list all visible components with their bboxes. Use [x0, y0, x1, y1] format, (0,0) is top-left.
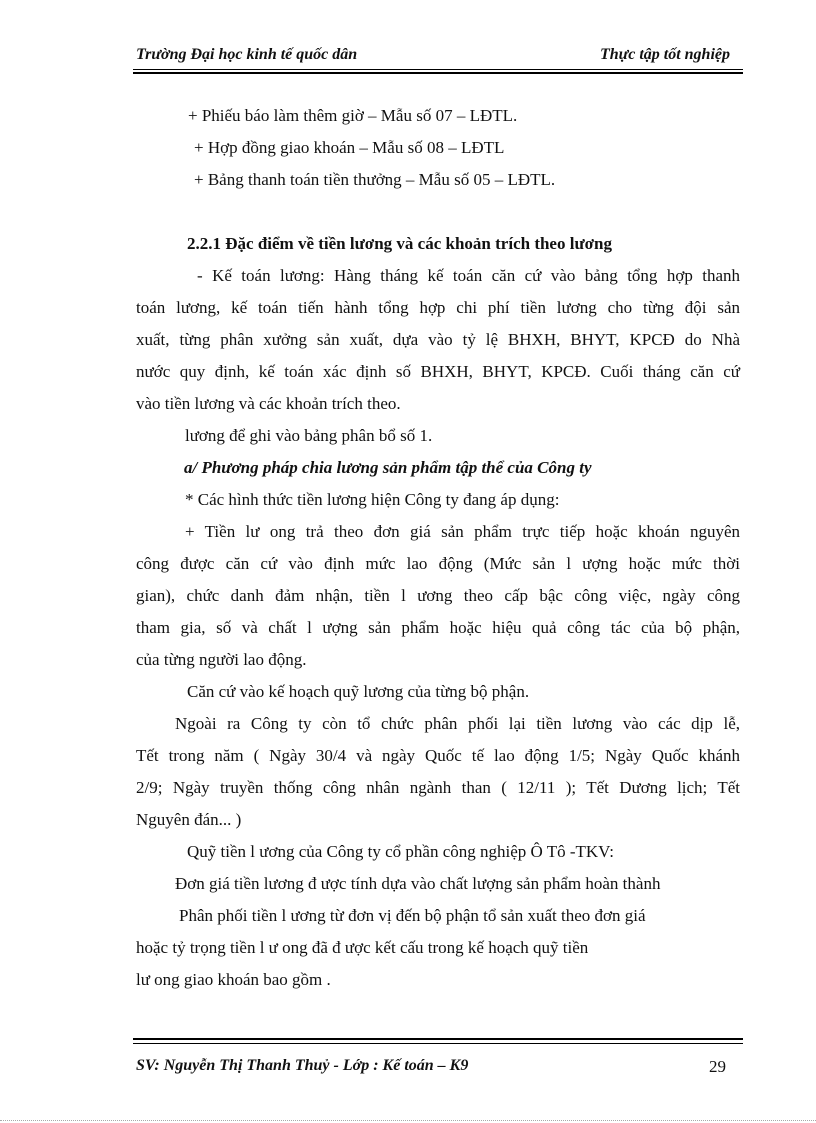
paragraph-line: Nguyên đán... ) — [136, 810, 242, 829]
paragraph-line: - Kế toán lương: Hàng tháng kế toán căn cứ vào bảng tổng hợp thanh — [197, 266, 740, 285]
header-title: Thực tập tốt nghiệp — [599, 46, 730, 63]
paragraph-line: + Tiền lư ong trả theo đơn giá sản phẩm trực tiếp hoặc khoán nguyên — [185, 522, 740, 541]
paragraph-line: Phân phối tiền l ương từ đơn vị đến bộ phận tổ sản xuất theo đơn giá — [179, 906, 646, 925]
paragraph-line: Căn cứ vào kế hoạch quỹ lương của từng bộ phận. — [187, 682, 530, 701]
page-edge-divider — [0, 1120, 816, 1121]
header-rule — [133, 69, 743, 70]
paragraph-line: công được căn cứ vào định mức lao động (Mức sản l ượng hoặc mức thời — [136, 554, 740, 573]
page-number: 29 — [709, 1057, 726, 1076]
paragraph-line: Quỹ tiền l ương của Công ty cổ phần công nghiệp Ô Tô -TKV: — [187, 842, 614, 861]
paragraph-line: * Các hình thức tiền lương hiện Công ty đang áp dụng: — [185, 490, 560, 509]
paragraph-line: lư ong giao khoán bao gồm . — [136, 970, 331, 989]
list-item: + Phiếu báo làm thêm giờ – Mẫu số 07 – LĐTL. — [188, 106, 518, 125]
list-item: + Hợp đồng giao khoán – Mẫu số 08 – LĐTL — [194, 138, 505, 157]
paragraph-line: Tết trong năm ( Ngày 30/4 và ngày Quốc tế lao động 1/5; Ngày Quốc khánh — [136, 746, 740, 765]
paragraph-line: vào tiền lương và các khoản trích theo. — [136, 394, 401, 413]
footer-rule-thick — [133, 1038, 743, 1040]
paragraph-line: nước quy định, kế toán xác định số BHXH, BHYT, KPCĐ. Cuối tháng căn cứ — [136, 362, 740, 381]
header-school: Trường Đại học kinh tế quốc dân — [136, 46, 358, 63]
paragraph-line: tham gia, số và chất l ượng sản phẩm hoặc hiệu quả công tác của bộ phận, — [136, 618, 740, 637]
paragraph-line: gian), chức danh đảm nhận, tiền l ương theo cấp bậc công việc, ngày công — [136, 586, 740, 605]
paragraph-line: lương để ghi vào bảng phân bổ số 1. — [185, 426, 433, 445]
footer-student: SV: Nguyễn Thị Thanh Thuỷ - Lớp : Kế toán – K9 — [136, 1057, 469, 1074]
paragraph-line: 2/9; Ngày truyền thống công nhân ngành than ( 12/11 ); Tết Dương lịch; Tết — [136, 778, 740, 797]
header-rule-thick — [133, 72, 743, 74]
paragraph-line: của từng người lao động. — [136, 650, 307, 669]
paragraph-line: toán lương, kế toán tiến hành tổng hợp chi phí tiền lương cho từng đội sản — [136, 298, 740, 317]
paragraph-line: Đơn giá tiền lương đ ược tính dựa vào chất lượng sản phẩm hoàn thành — [175, 874, 661, 893]
subsection-heading: a/ Phương pháp chia lương sản phẩm tập thể của Công ty — [184, 458, 592, 477]
list-item: + Bảng thanh toán tiền thưởng – Mẫu số 05 – LĐTL. — [194, 170, 556, 189]
paragraph-line: xuất, từng phân xưởng sản xuất, dựa vào tỷ lệ BHXH, BHYT, KPCĐ do Nhà — [136, 330, 740, 349]
section-heading: 2.2.1 Đặc điểm về tiền lương và các khoản trích theo lương — [187, 234, 613, 253]
footer-rule — [133, 1043, 743, 1044]
paragraph-line: hoặc tỷ trọng tiền l ư ong đã đ ược kết cấu trong kế hoạch quỹ tiền — [136, 938, 589, 957]
paragraph-line: Ngoài ra Công ty còn tổ chức phân phối lại tiền lương vào các dịp lễ, — [175, 714, 740, 733]
